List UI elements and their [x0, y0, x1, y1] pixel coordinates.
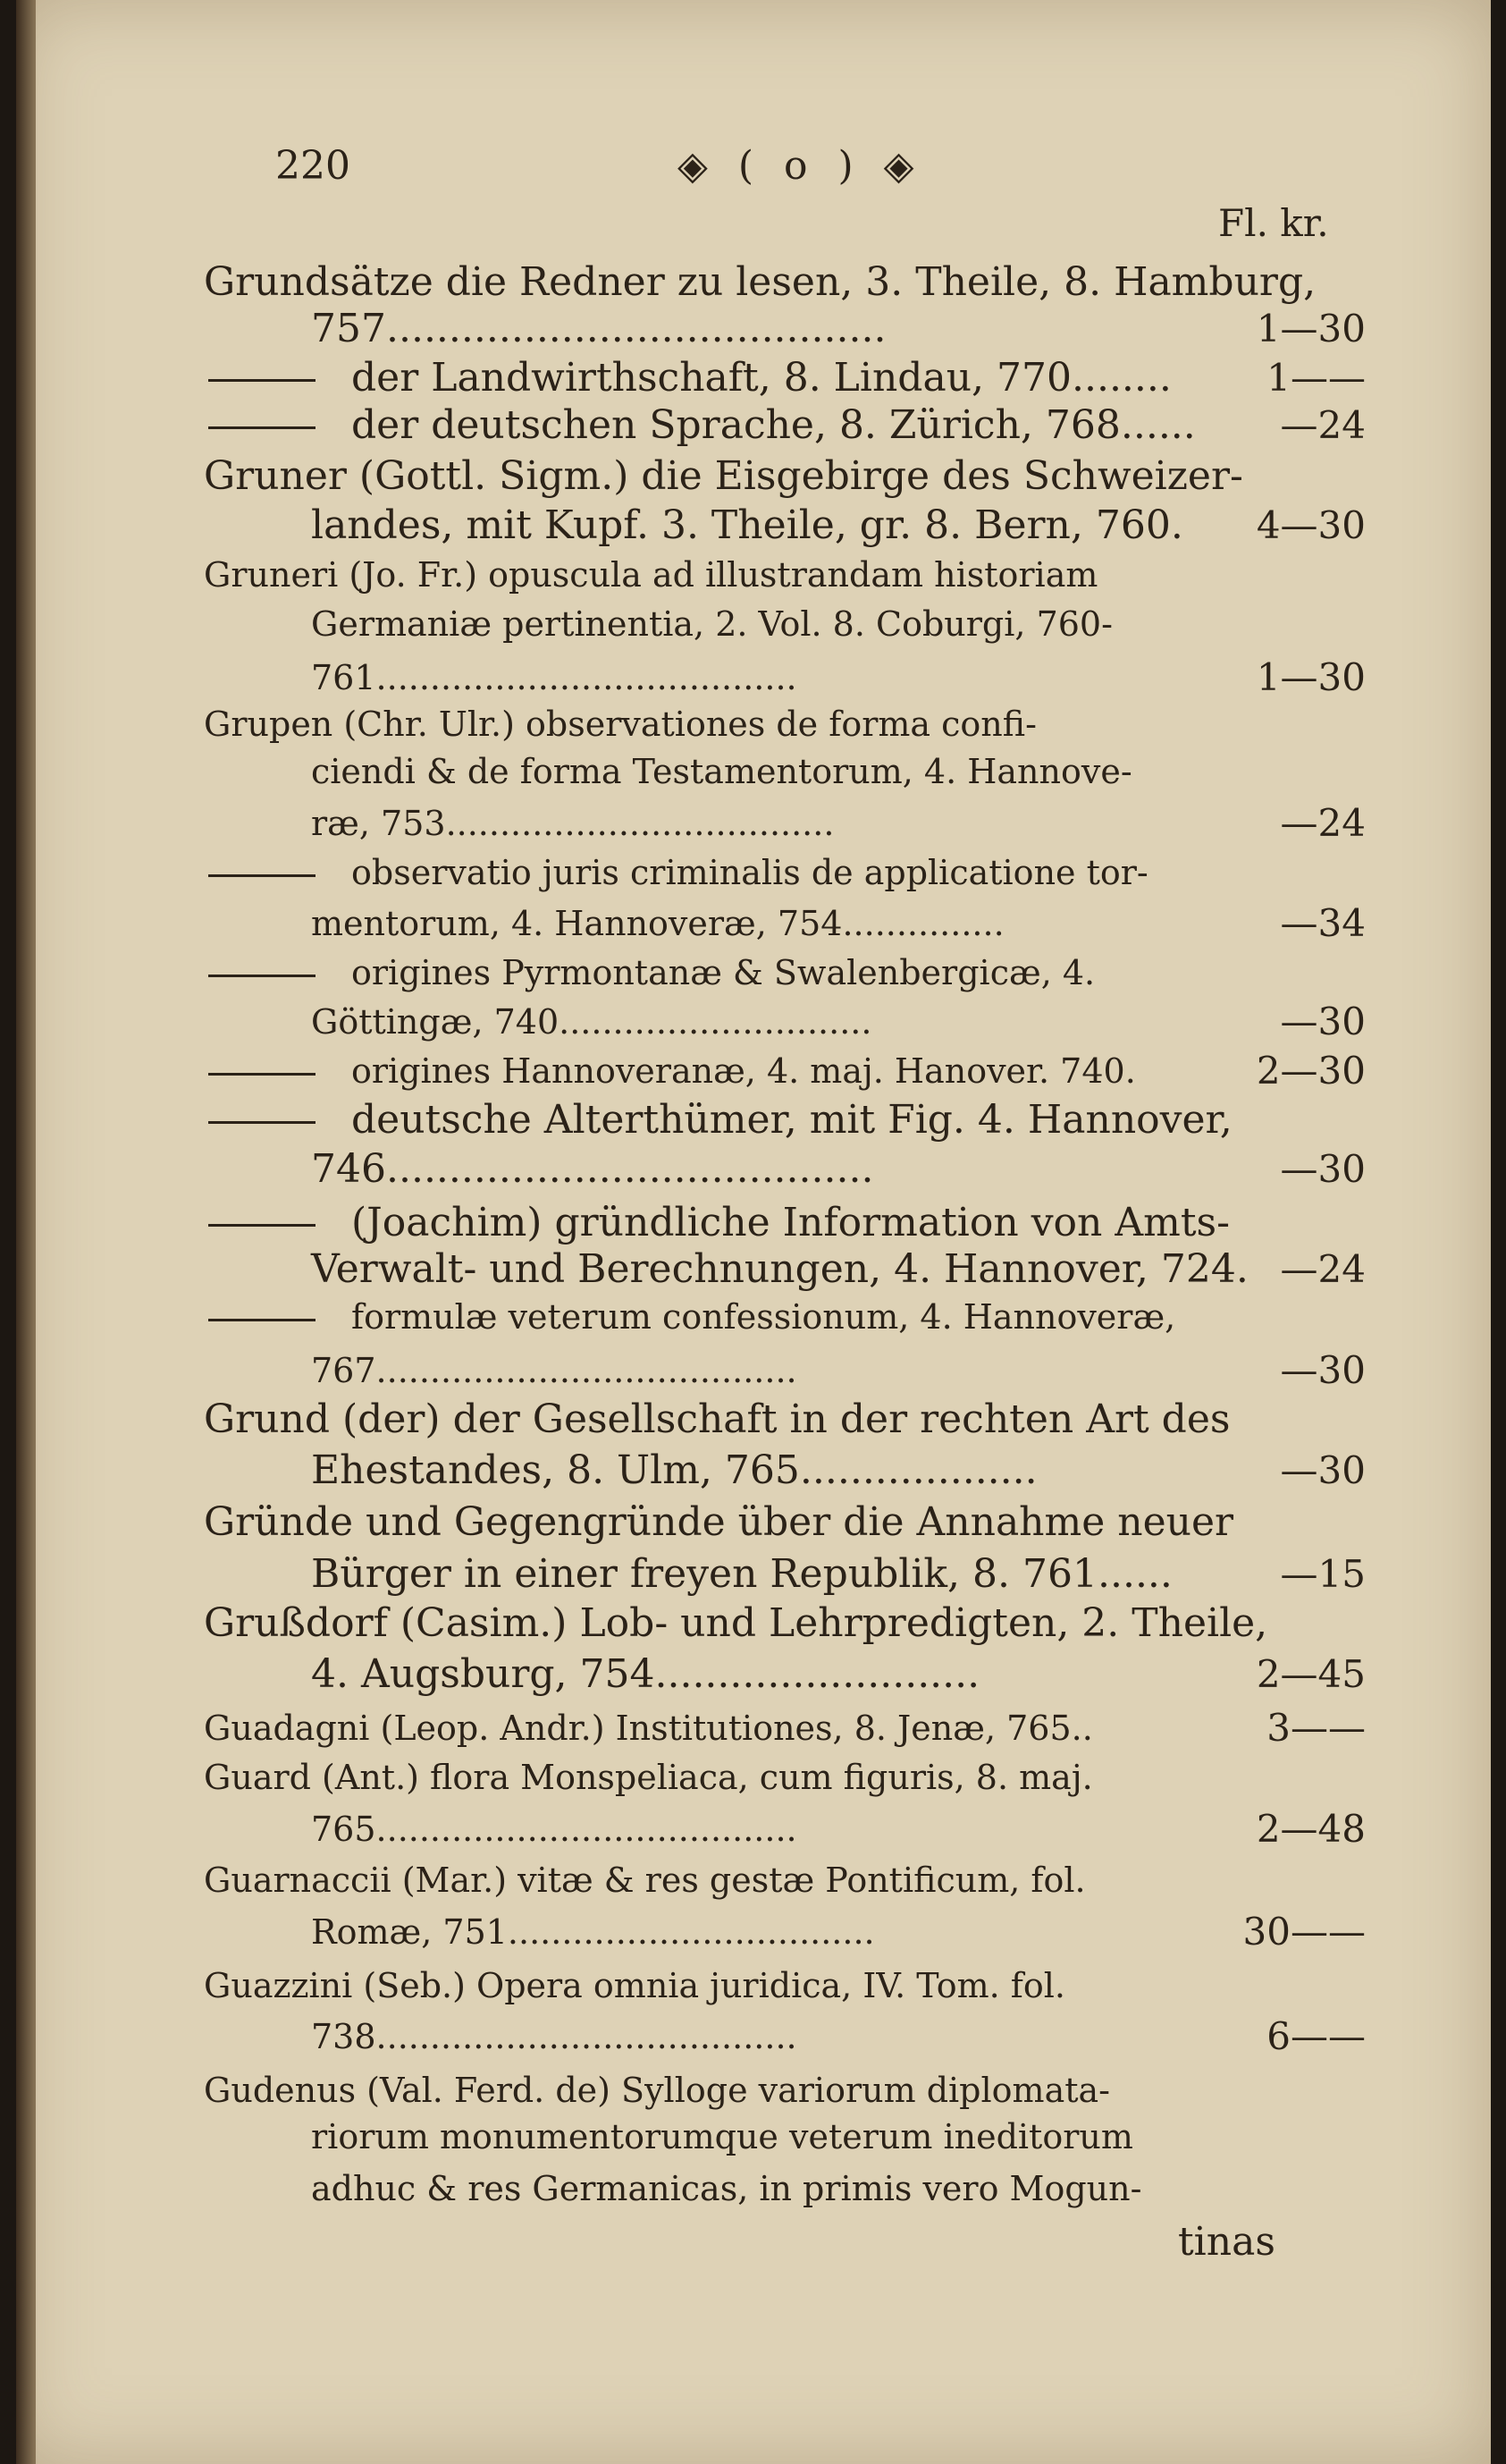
entry-price: 2—45	[1256, 1652, 1366, 1696]
entry-line	[208, 848, 1352, 898]
entry-line	[208, 1198, 1352, 1248]
ditto-dash	[208, 1073, 316, 1076]
entry-text: Grundsätze die Redner zu lesen, 3. Theile, 8. Hamburg,	[204, 259, 1317, 305]
entry-text: 738.......................................	[311, 2017, 797, 2056]
entry-text: Göttingæ, 740.............................	[311, 1002, 872, 1042]
entry-text: formulæ veterum confessionum, 4. Hannoveræ,	[351, 1297, 1176, 1337]
entry-text: der Landwirthschaft, 8. Lindau, 770........	[351, 355, 1172, 401]
catalogue-entries	[16, 0, 1491, 2464]
entry-price: —24	[1280, 801, 1366, 845]
entry-line	[208, 1292, 1352, 1342]
entry-text: (Joachim) gründliche Information von Amts-	[351, 1200, 1230, 1245]
entry-line	[204, 550, 1348, 600]
entry-text: tinas	[1178, 2219, 1275, 2265]
entry-text: deutsche Alterthümer, mit Fig. 4. Hannover,	[351, 1097, 1233, 1143]
entry-price: 1—30	[1256, 655, 1366, 699]
entry-line	[204, 1498, 1348, 1548]
entry-text: Verwalt- und Berechnungen, 4. Hannover, 724.	[311, 1246, 1249, 1292]
entry-price: —15	[1280, 1552, 1366, 1596]
entry-text: Gruner (Gottl. Sigm.) die Eisgebirge des Schweizer-	[204, 453, 1243, 499]
entry-price: 6——	[1266, 2014, 1366, 2058]
entry-line	[204, 451, 1348, 502]
entry-price: 1——	[1266, 356, 1366, 400]
entry-text: 761.......................................	[311, 658, 797, 697]
entry-text: Grund (der) der Gesellschaft in der rechten Art des	[204, 1397, 1231, 1442]
entry-text: 4. Augsburg, 754..........................	[311, 1651, 980, 1697]
entry-price: 1—30	[1256, 307, 1366, 350]
entry-price: —30	[1280, 1348, 1366, 1392]
entry-line	[208, 1095, 1352, 1145]
entry-price: —24	[1280, 403, 1366, 447]
entry-price: —24	[1280, 1247, 1366, 1291]
entry-text: Ehestandes, 8. Ulm, 765...................	[311, 1447, 1038, 1493]
entry-line	[204, 1855, 1348, 1905]
entry-text: 746.......................................	[311, 1146, 874, 1192]
header-ornament: ◈ ( o ) ◈	[677, 143, 923, 189]
entry-line	[311, 2112, 1455, 2162]
entry-line	[311, 2164, 1455, 2214]
entry-text: Grupen (Chr. Ulr.) observationes de forma confi-	[204, 705, 1037, 744]
ditto-dash	[208, 1121, 316, 1124]
entry-text: Gründe und Gegengründe über die Annahme neuer	[204, 1499, 1234, 1545]
entry-text: ræ, 753....................................	[311, 804, 835, 843]
entry-text: origines Pyrmontanæ & Swalenbergicæ, 4.	[351, 953, 1096, 992]
entry-line	[1178, 2217, 1506, 2267]
entry-text: Bürger in einer freyen Republik, 8. 761......	[311, 1551, 1173, 1597]
entry-line	[204, 1752, 1348, 1802]
ditto-dash	[208, 426, 316, 429]
entry-text: landes, mit Kupf. 3. Theile, gr. 8. Bern, 760.	[311, 502, 1183, 548]
entry-price: 30——	[1242, 1910, 1366, 1953]
entry-line	[208, 1046, 1352, 1096]
entry-text: Romæ, 751..................................	[311, 1912, 875, 1952]
page-number: 220	[275, 143, 350, 189]
entry-text: observatio juris criminalis de applicatione tor-	[351, 853, 1148, 892]
entry-line	[208, 353, 1352, 403]
entry-price: 2—48	[1256, 1807, 1366, 1851]
entry-text: 757........................................	[311, 306, 887, 351]
entry-text: 765.......................................	[311, 1810, 797, 1849]
entry-price: —30	[1280, 1147, 1366, 1191]
entry-price: 2—30	[1256, 1049, 1366, 1093]
ditto-dash	[208, 975, 316, 977]
entry-line	[204, 257, 1348, 308]
entry-text: adhuc & res Germanicas, in primis vero Mogun-	[311, 2169, 1142, 2208]
entry-text: riorum monumentorumque veterum ineditorum	[311, 2117, 1133, 2156]
column-head-currency: Fl. kr.	[1218, 201, 1329, 245]
entry-price: 3——	[1266, 1706, 1366, 1750]
entry-line	[204, 2065, 1348, 2115]
entry-text: Gruneri (Jo. Fr.) opuscula ad illustrandam historiam	[204, 555, 1098, 595]
entry-text: mentorum, 4. Hannoveræ, 754...............	[311, 904, 1005, 943]
entry-line	[208, 401, 1352, 451]
ditto-dash	[208, 1319, 316, 1321]
ditto-dash	[208, 874, 316, 877]
entry-text: ciendi & de forma Testamentorum, 4. Hannove-	[311, 752, 1132, 791]
ditto-dash	[208, 379, 316, 382]
entry-text: der deutschen Sprache, 8. Zürich, 768......	[351, 402, 1196, 448]
entry-line	[311, 599, 1455, 649]
entry-line	[204, 1395, 1348, 1445]
entry-price: —34	[1280, 901, 1366, 945]
entry-line	[204, 1599, 1348, 1649]
entry-price: 4—30	[1256, 503, 1366, 547]
entry-text: Guarnaccii (Mar.) vitæ & res gestæ Pontificum, fol.	[204, 1861, 1086, 1900]
entry-text: Gudenus (Val. Ferd. de) Sylloge variorum diplomata-	[204, 2071, 1110, 2110]
entry-text: Grußdorf (Casim.) Lob- und Lehrpredigten, 2. Theile,	[204, 1600, 1268, 1646]
entry-text: Guazzini (Seb.) Opera omnia juridica, IV. Tom. fol.	[204, 1966, 1065, 2005]
entry-text: Guadagni (Leop. Andr.) Institutiones, 8. Jenæ, 765..	[204, 1709, 1093, 1748]
entry-line	[204, 1703, 1348, 1753]
entry-price: —30	[1280, 1448, 1366, 1492]
entry-line	[208, 948, 1352, 998]
book-page	[16, 0, 1491, 2464]
entry-text: origines Hannoveranæ, 4. maj. Hanover. 740.	[351, 1051, 1136, 1091]
entry-text: Germaniæ pertinentia, 2. Vol. 8. Coburgi, 760-	[311, 604, 1113, 644]
entry-line	[204, 699, 1348, 749]
entry-line	[311, 747, 1455, 797]
ditto-dash	[208, 1224, 316, 1227]
entry-price: —30	[1280, 1000, 1366, 1043]
entry-line	[204, 1961, 1348, 2011]
entry-text: 767.......................................	[311, 1351, 797, 1390]
entry-text: Guard (Ant.) flora Monspeliaca, cum figuris, 8. maj.	[204, 1758, 1093, 1797]
